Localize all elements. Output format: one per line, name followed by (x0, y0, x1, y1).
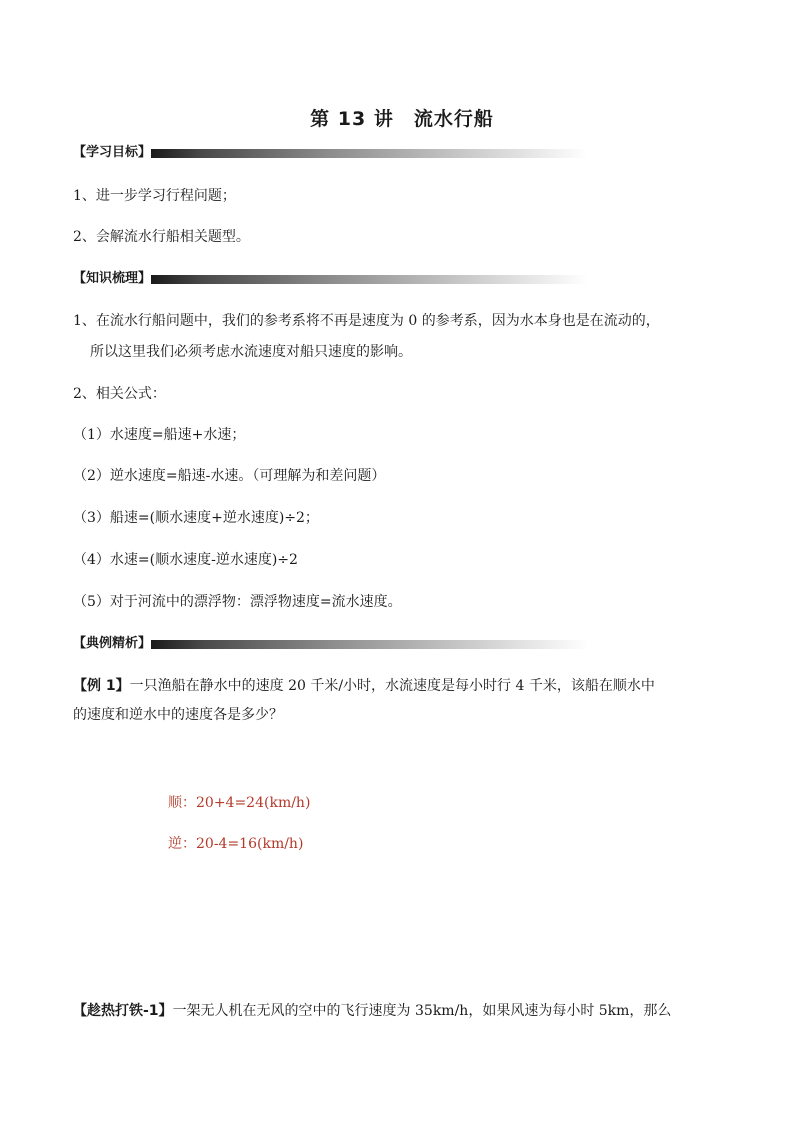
section-divider-bar (151, 640, 588, 649)
goal-item-1: 1、进一步学习行程问题； (73, 188, 236, 204)
practice-1-label: 【趁热打铁-1】 (73, 1003, 173, 1019)
section-divider-bar (151, 275, 588, 284)
section-label-goals: 【学习目标】 (73, 145, 152, 160)
formula-5: （5）对于河流中的漂浮物：漂浮物速度=流水速度。 (73, 594, 402, 610)
practice-1-text: 一架无人机在无风的空中的飞行速度为 35km/h，如果风速为每小时 5km，那么 (172, 1003, 672, 1019)
knowledge-paragraph-1-cont: 所以这里我们必须考虑水流速度对船只速度的影响。 (90, 344, 412, 360)
section-label-examples: 【典例精析】 (73, 636, 152, 651)
example-1-question (73, 676, 655, 696)
practice-1-question (73, 1001, 671, 1021)
formula-3: （3）船速=(顺水速度+逆水速度)÷2； (73, 510, 319, 526)
example-1-answer-upstream: 逆：20-4=16(km/h) (168, 836, 304, 852)
section-label-knowledge: 【知识梳理】 (73, 271, 152, 286)
goal-item-2: 2、会解流水行船相关题型。 (73, 229, 250, 245)
section-divider-bar (151, 149, 588, 158)
example-1-question-cont: 的速度和逆水中的速度各是多少？ (73, 707, 283, 723)
formula-4: （4）水速=(顺水速度-逆水速度)÷2 (73, 552, 298, 568)
knowledge-paragraph-2: 2、相关公式： (73, 386, 166, 402)
example-1-answer-downstream: 顺：20+4=24(km/h) (168, 795, 311, 811)
example-1-label: 【例 1】 (73, 678, 130, 694)
page-title: 第 13 讲 流水行船 (310, 108, 494, 130)
section-header-goals (73, 146, 588, 160)
formula-1: （1）水速度=船速+水速； (73, 427, 246, 443)
section-header-examples (73, 637, 588, 651)
formula-2: （2）逆水速度=船速-水速。（可理解为和差问题） (73, 468, 386, 484)
section-header-knowledge (73, 272, 588, 286)
example-1-text: 一只渔船在静水中的速度 20 千米/小时，水流速度是每小时行 4 千米，该船在顺水中 (129, 678, 655, 694)
knowledge-paragraph-1: 1、在流水行船问题中，我们的参考系将不再是速度为 0 的参考系，因为水本身也是在流动的， (73, 313, 660, 329)
